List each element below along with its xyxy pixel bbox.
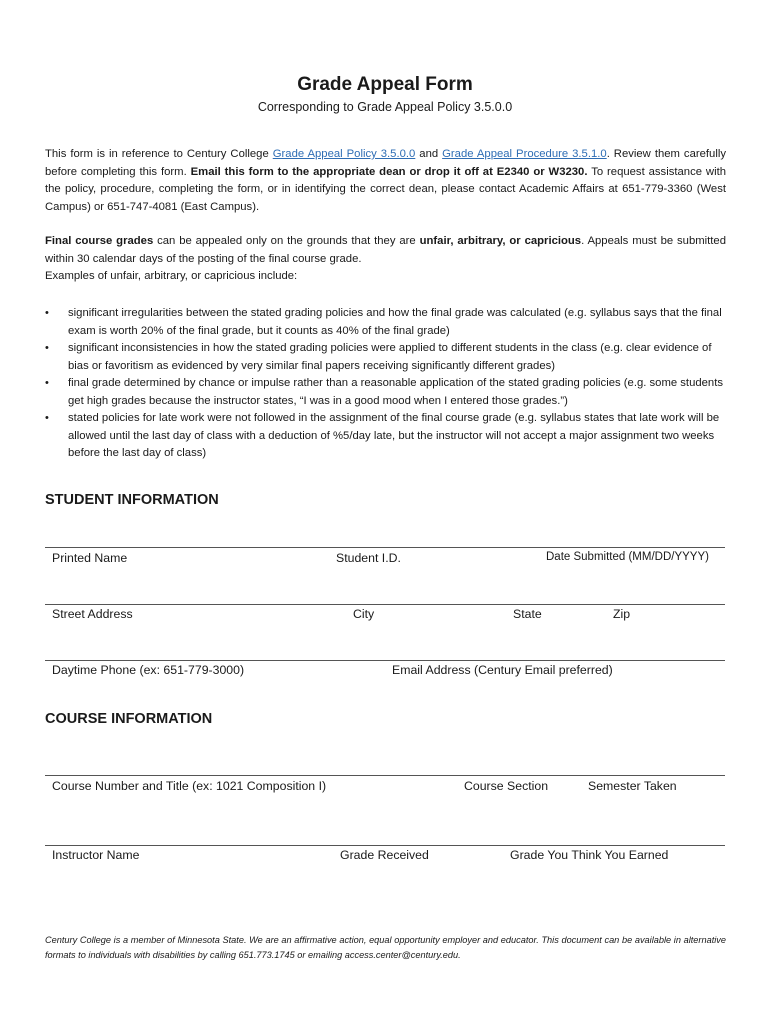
grade-appeal-policy-link[interactable]: Grade Appeal Policy 3.5.0.0 (272, 148, 416, 160)
grade-received-label: Grade Received (340, 848, 429, 862)
final-grades-paragraph (45, 233, 726, 286)
course-info-heading: COURSE INFORMATION (45, 711, 213, 727)
final-grades-bold: Final course grades (45, 235, 154, 247)
intro-text-1: This form is in reference to Century College (45, 148, 273, 160)
date-submitted-label: Date Submitted (MM/DD/YYYY) (546, 551, 709, 563)
street-address-label: Street Address (52, 607, 133, 621)
intro-text-4: To request assistance with the policy, procedure, completing the form, or in identifying the correct dean, please contact Academic Affairs at 651-779-3360 (West Campus) or 651-747-4081 (East Campus). (45, 165, 726, 213)
examples-list (45, 305, 726, 463)
city-label: City (353, 607, 375, 621)
bullet-icon: • (45, 412, 49, 424)
intro-text-2: and (415, 148, 443, 160)
zip-label: Zip (613, 607, 631, 621)
state-label: State (513, 607, 542, 621)
daytime-phone-label: Daytime Phone (ex: 651-779-3000) (52, 663, 245, 677)
printed-name-label: Printed Name (52, 551, 128, 565)
intro-paragraph (45, 146, 726, 216)
grade-you-think-label: Grade You Think You Earned (510, 848, 669, 862)
list-item (45, 375, 726, 410)
list-item-text: significant irregularities between the stated grading policies and how the final grade was calculated (e.g. syllabus says that the final exam is worth 20% of the final grade, but it counts as 40% of the final grade) (68, 307, 722, 337)
email-label: Email Address (Century Email preferred) (392, 663, 613, 677)
student-id-label: Student I.D. (336, 551, 401, 565)
bullet-icon: • (45, 342, 49, 354)
street-address-line[interactable] (45, 604, 725, 605)
final-grades-text-2: . Appeals must be submitted within 30 calendar days of the posting of the final course grade. (45, 235, 726, 265)
examples-intro: Examples of unfair, arbitrary, or capricious include: (45, 270, 298, 282)
phone-line[interactable] (45, 660, 725, 661)
semester-taken-label: Semester Taken (588, 779, 677, 793)
footer-note: Century College is a member of Minnesota State. We are an affirmative action, equal opportunity employer and educator. This document can be available in alternative formats to individuals with disabilities by calling 651.773.1745 or emailing access.center@century.edu. (45, 935, 726, 960)
intro-text-3: . Review them carefully before completing this form. (45, 148, 726, 178)
final-grades-text-1: can be appealed only on the grounds that they are (153, 235, 420, 247)
course-section-label: Course Section (464, 779, 549, 793)
list-item-text: stated policies for late work were not followed in the assignment of the final course grade (e.g. syllabus states that late work will be allowed until the last day of class with a deduction of %5/day late, but the instructor will not accept a major assignment two weeks before the last day of class) (68, 412, 720, 459)
course-number-line[interactable] (45, 775, 725, 776)
form-title: Grade Appeal Form (297, 74, 473, 95)
bullet-icon: • (45, 377, 49, 389)
bullet-icon: • (45, 307, 49, 319)
instructor-name-label: Instructor Name (52, 848, 140, 862)
grade-appeal-procedure-link[interactable]: Grade Appeal Procedure 3.5.1.0 (442, 148, 607, 160)
printed-name-line[interactable] (45, 547, 725, 548)
student-info-heading: STUDENT INFORMATION (45, 492, 219, 508)
intro-email-instruction: Email this form to the appropriate dean or drop it off at E2340 or W3230. (190, 165, 588, 178)
list-item (45, 410, 726, 463)
list-item-text: significant inconsistencies in how the stated grading policies were applied to different students in the class (e.g. clear evidence of bias or favoritism as evidenced by very similar final papers receiving significantly different grades) (68, 342, 712, 372)
unfair-arbitrary-bold: unfair, arbitrary, or capricious (419, 235, 582, 247)
list-item-text: final grade determined by chance or impulse rather than a reasonable application of the stated grading policies (e.g. some students get high grades because the instructor states, “I was in a good mood when I entered those grades.”) (68, 377, 723, 407)
course-number-label: Course Number and Title (ex: 1021 Composition I) (52, 779, 327, 793)
instructor-line[interactable] (45, 845, 725, 846)
list-item (45, 305, 726, 340)
list-item (45, 340, 726, 375)
form-subtitle: Corresponding to Grade Appeal Policy 3.5.0.0 (257, 100, 513, 114)
